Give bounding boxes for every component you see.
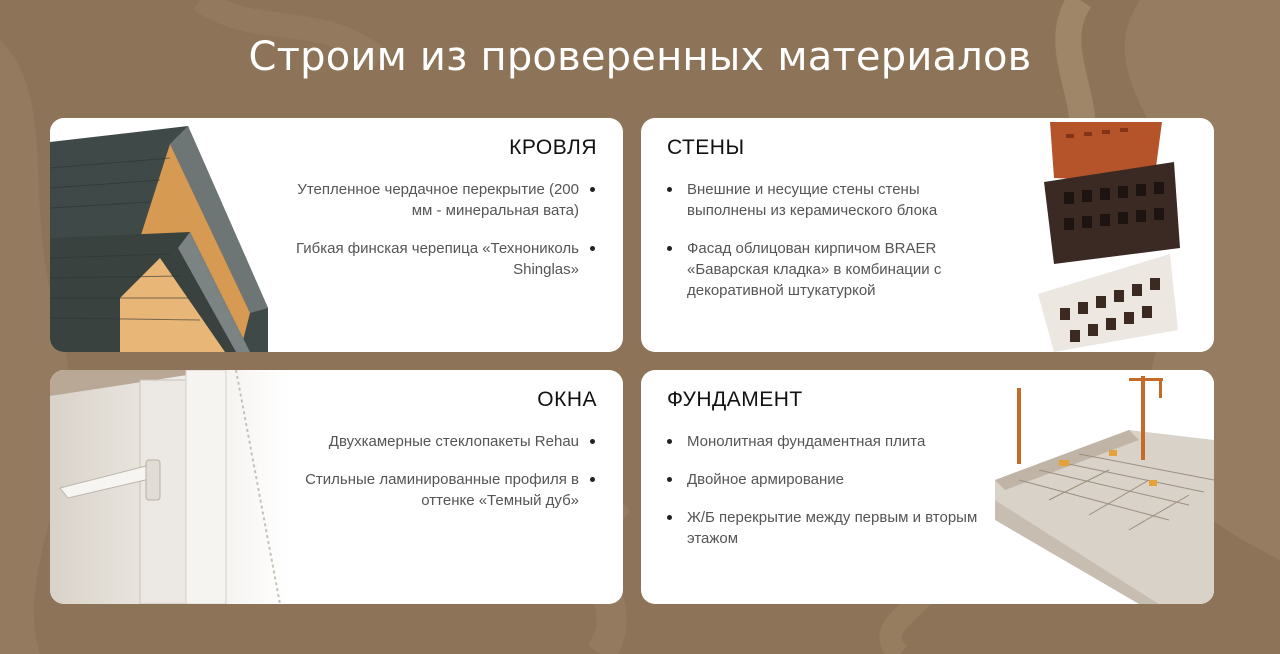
card-walls xyxy=(641,118,1214,352)
page-title: Строим из проверенных материалов xyxy=(248,34,1032,80)
feature-list xyxy=(277,179,597,297)
bullet-icon xyxy=(590,246,595,251)
card-roof xyxy=(50,118,623,352)
list-item: Внешние и несущие стены стены выполнены из керамического блока xyxy=(667,179,987,221)
list-item: Двухкамерные стеклопакеты Rehau xyxy=(277,431,597,452)
roof-image xyxy=(50,118,280,352)
list-item: Ж/Б перекрытие между первым и вторым этажом xyxy=(667,507,987,549)
list-item: Фасад облицован кирпичом BRAER «Баварская кладка» в комбинации с декоративной штукатуркой xyxy=(667,238,987,301)
bullet-icon xyxy=(667,246,672,251)
bullet-icon xyxy=(590,477,595,482)
feature-list xyxy=(667,431,987,566)
card-heading: КРОВЛЯ xyxy=(509,136,597,159)
bullet-icon xyxy=(667,477,672,482)
card-heading: ФУНДАМЕНТ xyxy=(667,388,803,411)
list-item: Стильные ламинированные профиля в оттенке «Темный дуб» xyxy=(277,469,597,511)
list-item: Двойное армирование xyxy=(667,469,987,490)
foundation-image xyxy=(989,370,1214,604)
card-heading: СТЕНЫ xyxy=(667,136,745,159)
list-item: Утепленное чердачное перекрытие (200 мм - минеральная вата) xyxy=(277,179,597,221)
feature-list xyxy=(667,179,987,318)
window-image xyxy=(50,370,290,604)
bullet-icon xyxy=(667,515,672,520)
feature-list xyxy=(277,431,597,528)
bullet-icon xyxy=(667,187,672,192)
bullet-icon xyxy=(590,187,595,192)
card-windows xyxy=(50,370,623,604)
list-item: Гибкая финская черепица «Технониколь Shinglas» xyxy=(277,238,597,280)
card-heading: ОКНА xyxy=(537,388,597,411)
bullet-icon xyxy=(590,439,595,444)
list-item: Монолитная фундаментная плита xyxy=(667,431,987,452)
bullet-icon xyxy=(667,439,672,444)
bricks-image xyxy=(1014,118,1214,352)
card-foundation xyxy=(641,370,1214,604)
